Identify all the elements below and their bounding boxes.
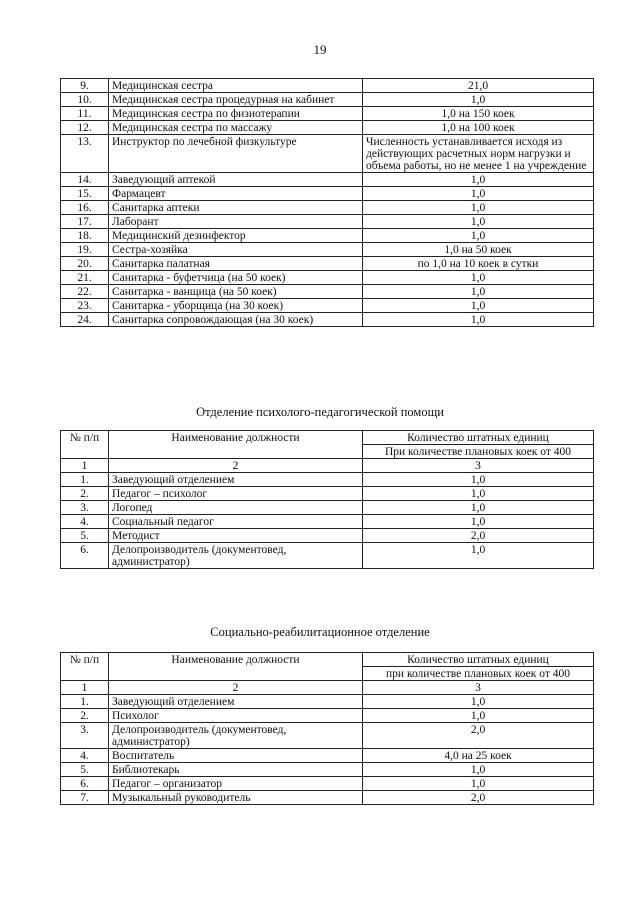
staff-count: 1,0 на 150 коек bbox=[363, 107, 594, 121]
row-number: 18. bbox=[61, 229, 109, 243]
position-name: Фармацевт bbox=[109, 187, 363, 201]
staff-count: 2,0 bbox=[363, 529, 594, 543]
row-number: 22. bbox=[61, 285, 109, 299]
staff-count: 1,0 bbox=[363, 763, 594, 777]
table-row bbox=[61, 543, 594, 569]
position-name: Педагог – организатор bbox=[109, 777, 363, 791]
position-name: Музыкальный руководитель bbox=[109, 791, 363, 805]
col-number-3: 3 bbox=[363, 459, 594, 473]
table-row bbox=[61, 313, 594, 327]
table-row bbox=[61, 201, 594, 215]
row-number: 23. bbox=[61, 299, 109, 313]
table-row bbox=[61, 487, 594, 501]
position-name: Психолог bbox=[109, 709, 363, 723]
table-row bbox=[61, 723, 594, 749]
row-number: 16. bbox=[61, 201, 109, 215]
row-number: 1. bbox=[61, 473, 109, 487]
table-row bbox=[61, 173, 594, 187]
table-row bbox=[61, 229, 594, 243]
staff-count: 1,0 bbox=[363, 777, 594, 791]
position-name: Логопед bbox=[109, 501, 363, 515]
page-number: 19 bbox=[313, 42, 327, 57]
table-row bbox=[61, 93, 594, 107]
table-header-row bbox=[61, 653, 594, 667]
header-num: № п/п bbox=[61, 653, 109, 681]
row-number: 5. bbox=[61, 529, 109, 543]
position-name: Заведующий отделением bbox=[109, 695, 363, 709]
header-count: Количество штатных единиц bbox=[363, 431, 594, 445]
col-number-2: 2 bbox=[109, 681, 363, 695]
position-name: Делопроизводитель (документовед, администратор) bbox=[109, 723, 363, 749]
table1-body bbox=[61, 79, 594, 327]
col-number-3: 3 bbox=[363, 681, 594, 695]
row-number: 12. bbox=[61, 121, 109, 135]
position-name: Социальный педагог bbox=[109, 515, 363, 529]
header-subcount: при количестве плановых коек от 400 bbox=[363, 667, 594, 681]
table-row bbox=[61, 79, 594, 93]
staff-count: по 1,0 на 10 коек в сутки bbox=[363, 257, 594, 271]
position-name: Делопроизводитель (документовед, администратор) bbox=[109, 543, 363, 569]
staffing-table-continued bbox=[60, 78, 594, 327]
position-name: Заведующий аптекой bbox=[109, 173, 363, 187]
staff-count: 2,0 bbox=[363, 723, 594, 749]
header-count: Количество штатных единиц bbox=[363, 653, 594, 667]
position-name: Санитарка - буфетчица (на 50 коек) bbox=[109, 271, 363, 285]
row-number: 10. bbox=[61, 93, 109, 107]
staff-count: 1,0 bbox=[363, 473, 594, 487]
row-number: 7. bbox=[61, 791, 109, 805]
staffing-table-social-rehab bbox=[60, 652, 594, 805]
table-row bbox=[61, 299, 594, 313]
staff-count: 1,0 bbox=[363, 709, 594, 723]
staff-count: 1,0 bbox=[363, 285, 594, 299]
header-subcount: При количестве плановых коек от 400 bbox=[363, 445, 594, 459]
position-name: Инструктор по лечебной физкультуре bbox=[109, 135, 363, 173]
section-title-psych-ped: Отделение психолого-педагогической помощи bbox=[196, 405, 444, 419]
row-number: 14. bbox=[61, 173, 109, 187]
table-row bbox=[61, 257, 594, 271]
staff-count: 1,0 bbox=[363, 501, 594, 515]
staff-count: 1,0 bbox=[363, 271, 594, 285]
table-row bbox=[61, 749, 594, 763]
position-name: Санитарка сопровождающая (на 30 коек) bbox=[109, 313, 363, 327]
position-name: Санитарка палатная bbox=[109, 257, 363, 271]
row-number: 13. bbox=[61, 135, 109, 173]
table-row bbox=[61, 187, 594, 201]
table-row bbox=[61, 121, 594, 135]
row-number: 9. bbox=[61, 79, 109, 93]
row-number: 3. bbox=[61, 501, 109, 515]
header-num: № п/п bbox=[61, 431, 109, 459]
staff-count: 4,0 на 25 коек bbox=[363, 749, 594, 763]
staff-count: 1,0 на 50 коек bbox=[363, 243, 594, 257]
row-number: 19. bbox=[61, 243, 109, 257]
table-row bbox=[61, 709, 594, 723]
table-row bbox=[61, 107, 594, 121]
row-number: 20. bbox=[61, 257, 109, 271]
row-number: 1. bbox=[61, 695, 109, 709]
row-number: 2. bbox=[61, 709, 109, 723]
column-number-row bbox=[61, 681, 594, 695]
table-header-row bbox=[61, 431, 594, 445]
row-number: 4. bbox=[61, 749, 109, 763]
table-row bbox=[61, 215, 594, 229]
row-number: 17. bbox=[61, 215, 109, 229]
staff-count: 1,0 bbox=[363, 695, 594, 709]
position-name: Лаборант bbox=[109, 215, 363, 229]
row-number: 3. bbox=[61, 723, 109, 749]
staff-count: 1,0 bbox=[363, 487, 594, 501]
position-name: Медицинская сестра по физиотерапии bbox=[109, 107, 363, 121]
staff-count: 1,0 bbox=[363, 201, 594, 215]
row-number: 11. bbox=[61, 107, 109, 121]
staffing-table-psych-ped bbox=[60, 430, 594, 569]
position-name: Сестра-хозяйка bbox=[109, 243, 363, 257]
staff-count: 1,0 bbox=[363, 313, 594, 327]
col-number-1: 1 bbox=[61, 459, 109, 473]
position-name: Библиотекарь bbox=[109, 763, 363, 777]
staff-count: 1,0 bbox=[363, 173, 594, 187]
staff-count: 1,0 bbox=[363, 229, 594, 243]
position-name: Санитарка аптеки bbox=[109, 201, 363, 215]
section-title-social-rehab: Социально-реабилитационное отделение bbox=[210, 625, 430, 639]
row-number: 6. bbox=[61, 777, 109, 791]
staff-count: 2,0 bbox=[363, 791, 594, 805]
staff-count: 1,0 bbox=[363, 215, 594, 229]
table3-body bbox=[61, 695, 594, 805]
table-row bbox=[61, 473, 594, 487]
table-row bbox=[61, 777, 594, 791]
position-name: Санитарка - ванщица (на 50 коек) bbox=[109, 285, 363, 299]
position-name: Заведующий отделением bbox=[109, 473, 363, 487]
staff-count: 1,0 bbox=[363, 543, 594, 569]
position-name: Педагог – психолог bbox=[109, 487, 363, 501]
row-number: 21. bbox=[61, 271, 109, 285]
position-name: Медицинский дезинфектор bbox=[109, 229, 363, 243]
row-number: 24. bbox=[61, 313, 109, 327]
position-name: Медицинская сестра по массажу bbox=[109, 121, 363, 135]
staff-count: Численность устанавливается исходя из действующих расчетных норм нагрузки и объема работы, но не менее 1 на учреждение bbox=[363, 135, 594, 173]
staff-count: 1,0 bbox=[363, 515, 594, 529]
position-name: Санитарка - уборщица (на 30 коек) bbox=[109, 299, 363, 313]
position-name: Методист bbox=[109, 529, 363, 543]
row-number: 5. bbox=[61, 763, 109, 777]
table-row bbox=[61, 515, 594, 529]
table-row bbox=[61, 243, 594, 257]
table-row bbox=[61, 529, 594, 543]
table2-body bbox=[61, 473, 594, 569]
table-row bbox=[61, 695, 594, 709]
table-row bbox=[61, 763, 594, 777]
staff-count: 1,0 на 100 коек bbox=[363, 121, 594, 135]
staff-count: 1,0 bbox=[363, 299, 594, 313]
row-number: 6. bbox=[61, 543, 109, 569]
table-row bbox=[61, 135, 594, 173]
header-name: Наименование должности bbox=[109, 431, 363, 459]
table-row bbox=[61, 501, 594, 515]
table-row bbox=[61, 285, 594, 299]
row-number: 15. bbox=[61, 187, 109, 201]
row-number: 2. bbox=[61, 487, 109, 501]
col-number-2: 2 bbox=[109, 459, 363, 473]
position-name: Воспитатель bbox=[109, 749, 363, 763]
col-number-1: 1 bbox=[61, 681, 109, 695]
position-name: Медицинская сестра bbox=[109, 79, 363, 93]
table-row bbox=[61, 791, 594, 805]
staff-count: 21,0 bbox=[363, 79, 594, 93]
row-number: 4. bbox=[61, 515, 109, 529]
staff-count: 1,0 bbox=[363, 187, 594, 201]
header-name: Наименование должности bbox=[109, 653, 363, 681]
position-name: Медицинская сестра процедурная на кабинет bbox=[109, 93, 363, 107]
column-number-row bbox=[61, 459, 594, 473]
table-row bbox=[61, 271, 594, 285]
staff-count: 1,0 bbox=[363, 93, 594, 107]
